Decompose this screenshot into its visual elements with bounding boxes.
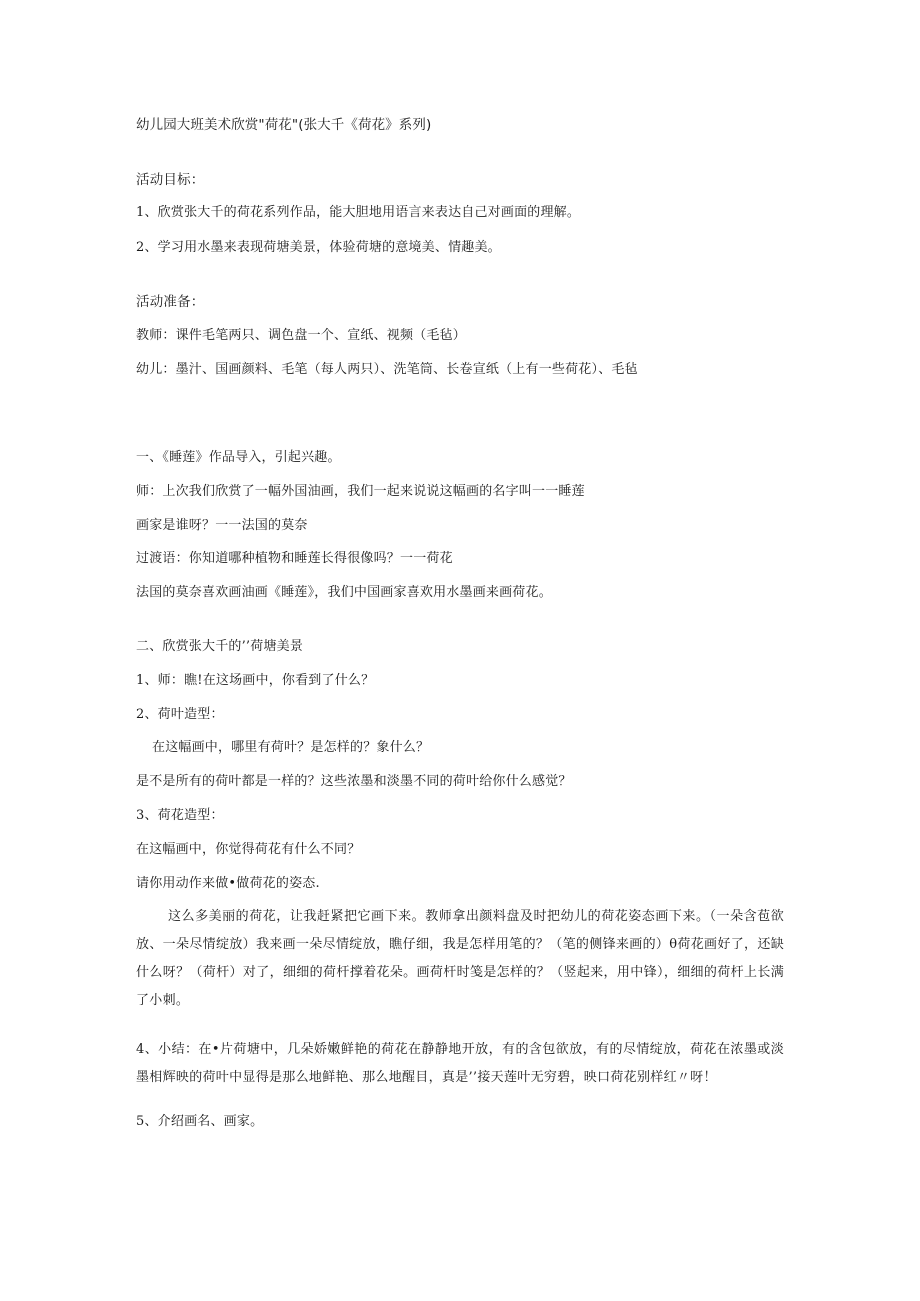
part2-leaf-heading: 2、荷叶造型： <box>136 707 224 722</box>
part2-flower-heading: 3、荷花造型： <box>136 808 224 823</box>
part1-heading: 一、《睡莲》作品导入，引起兴趣。 <box>136 450 341 465</box>
prep-children: 幼儿：墨汁、国画颜料、毛笔（每人两只）、洗笔筒、长卷宣纸（上有一些荷花）、毛毡 <box>136 362 638 377</box>
part2-drawing-paragraph: 这么多美丽的荷花，让我赶紧把它画下来。教师拿出颜料盘及时把幼儿的荷花姿态画下来。（一朵含苞欲放、一朵尽情绽放）我来画一朵尽情绽放，瞧仔细，我是怎样用笔的？（笔的侧锋来画的）θ荷花画好了，还缺什么呀？（荷杆）对了，细细的荷杆撑着花朵。画荷杆时笺是怎样的？（竖起来，用中锋），细细的荷杆上长满了小刺。 <box>136 909 784 1008</box>
part1-line-2: 画家是谁呀？一一法国的莫奈 <box>136 518 308 533</box>
goal-item-2: 2、学习用水墨来表现荷塘美景，体验荷塘的意境美、情趣美。 <box>136 240 501 255</box>
part2-flower-question-b: 请你用动作来做•做荷花的姿态. <box>136 876 320 891</box>
part2-heading: 二、欣赏张大千的’’荷塘美景 <box>136 639 304 654</box>
part2-question-1: 1、师：瞧!在这场画中，你看到了什么？ <box>136 673 375 688</box>
part2-leaf-question-b: 是不是所有的荷叶都是一样的？这些浓墨和淡墨不同的荷叶给你什么感觉？ <box>136 774 572 789</box>
goals-heading: 活动目标： <box>136 172 205 188</box>
document-title: 幼儿园大班美术欣赏"荷花"(张大千《荷花》系列) <box>136 117 432 133</box>
prep-teacher: 教师：课件毛笔两只、调色盘一个、宣纸、视频（毛毡） <box>136 328 467 343</box>
goal-item-1: 1、欣赏张大千的荷花系列作品，能大胆地用语言来表达自己对画面的理解。 <box>136 205 581 220</box>
part1-line-3: 过渡语：你知道哪种植物和睡莲长得很像吗？一一荷花 <box>136 551 453 566</box>
part1-line-1: 师：上次我们欣赏了一幅外国油画，我们一起来说说这幅画的名字叫一一睡莲 <box>136 484 585 499</box>
prep-heading: 活动准备： <box>136 294 205 310</box>
part2-flower-question-a: 在这幅画中，你觉得荷花有什么不同？ <box>136 842 361 857</box>
part2-summary: 4、小结：在•片荷塘中，几朵娇嫩鲜艳的荷花在静静地开放，有的含包欲放，有的尽情绽放，荷花在浓墨或淡墨相辉映的荷叶中显得是那么地鲜艳、那么地醒目，真是’’接天莲叶无穷碧，映口荷花别样红〃呀！ <box>136 1042 784 1085</box>
part1-line-4: 法国的莫奈喜欢画油画《睡莲》，我们中国画家喜欢用水墨画来画荷花。 <box>136 585 552 600</box>
part2-leaf-question-a: 在这幅画中，哪里有荷叶？是怎样的？象什么？ <box>152 740 430 755</box>
part2-question-5: 5、介绍画名、画家。 <box>136 1114 264 1129</box>
